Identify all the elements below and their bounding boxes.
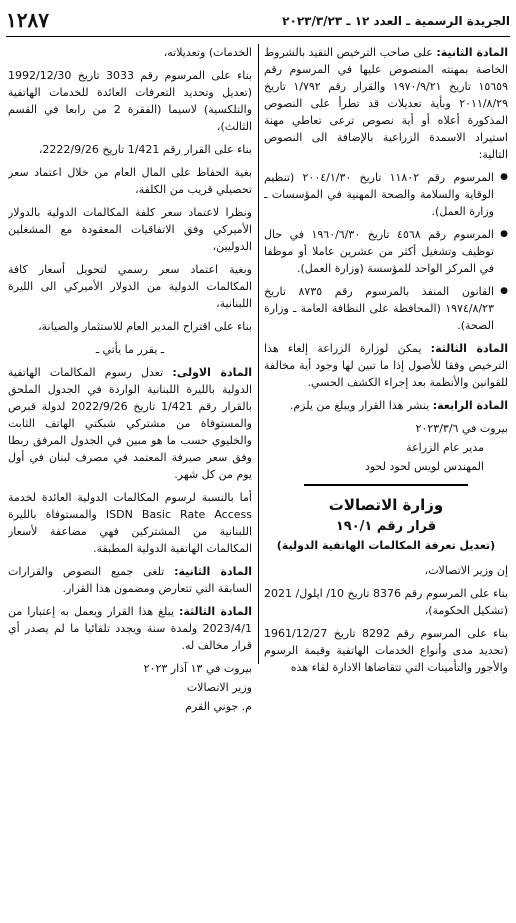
considering-clause: وبغية اعتماد سعر رسمي لتحويل أسعار كافة المكالمات الدولية من الدولار الأميركي الى الليرة اللبنانية، — [8, 263, 252, 310]
article-label: المادة الثالثة: — [178, 605, 252, 618]
signature-role: وزير الاتصالات — [186, 681, 252, 694]
considering-clause: ونظرا لاعتماد سعر كلفة المكالمات الدولية بالدولار الأميركي وفق الاتفاقيات المعقودة مع المشغلين الدوليين، — [8, 206, 252, 253]
article-text: ينشر هذا القرار ويبلغ من يلزم. — [289, 399, 430, 412]
considering-clause: بناء على المرسوم رقم 8292 تاريخ 1961/12/27 (تحديد مدى وأنواع الخدمات الهاتفية وقيمة الرسوم والأجور والتأمينات التي تتقاضاها الادارة لقاء هذه — [264, 627, 508, 674]
header-rule — [6, 36, 510, 37]
article-text: على صاحب الترخيص التقيد بالشروط الخاصة بمهنته المنصوص عليها في المرسوم رقم ١٥٦٥٩ تاريخ ١٩٧٠/٩/٢١ والقرار رقم ١/٧٩٢ تاريخ ٢٠١١/٨/٢٩ وبأية تعديلات قد تطرأ على النصوص المذكورة أعلاه أو أية نصوص ترعى تعاطي مهنة استيراد الاسمدة الزراعية بالإضافة الى النصوص التالية: — [264, 46, 508, 161]
article-1 — [8, 364, 252, 483]
article-text: يبلغ هذا القرار ويعمل به إعتبارا من 2023/4/1 ولمدة سنة ويجدد تلقائيا ما لم يصدر أي قرار مخالف له. — [8, 605, 252, 652]
considering-clause: الخدمات) وتعديلاته، — [163, 46, 252, 59]
article-2 — [8, 563, 252, 597]
section-divider — [304, 481, 468, 489]
page-number: ١٢٨٧ — [6, 8, 49, 32]
bullet-item: ● المرسوم رقم ٤٥٦٨ تاريخ ١٩٦٠/٦/٣٠ في حال توظيف وتشغيل أكثر من عشرين عاملا أو موظفا في المركز الواحد للمؤسسة (وزارة العمل). — [264, 226, 508, 277]
bullet-item: ● القانون المنفذ بالمرسوم رقم ٨٧٣٥ تاريخ ١٩٧٤/٨/٢٣ (المحافظة على النظافة العامة ـ وزارة الصحة). — [264, 283, 508, 334]
signature-role: مدير عام الزراعة — [406, 441, 484, 454]
article-text: تعدل رسوم المكالمات الهاتفية الدولية بالليرة اللبنانية الواردة في الجدول الملحق بالقرار رقم 1/421 تاريخ 2022/9/26 لدولة قبرص والمستوفاة من مشتركي شبكتي الهاتف الثابت والخليوي حسب ما هو مبين في الجدول المرفق ربطا وفق سعر صيرفة المعتمد في مصرف لبنان في أول يوم من كل شهر. — [8, 366, 252, 481]
article-text: تلغى جميع النصوص والقرارات السابقة التي تتعارض ومضمون هذا القرار. — [8, 565, 252, 595]
left-column — [8, 44, 252, 916]
article-4 — [264, 397, 508, 414]
decision-intro: إن وزير الاتصالات، — [424, 564, 508, 577]
column-divider — [258, 44, 259, 664]
signature-date: بيروت في ٢٠٢٣/٣/٦ — [415, 422, 508, 435]
signature-name: المهندس لويس لحود لحود — [364, 460, 484, 473]
header-title: الجريدة الرسمية ـ العدد ١٢ ـ ٢٠٢٣/٣/٢٣ — [282, 14, 510, 28]
considering-clause: بناء على اقتراح المدير العام للاستثمار والصيانة، — [38, 320, 252, 333]
article-label: المادة الثانية: — [174, 565, 252, 578]
decision-title: (تعديل تعرفة المكالمات الهاتفية الدولية) — [276, 539, 496, 552]
article-label: المادة الثانية: — [436, 46, 508, 59]
article-3 — [8, 603, 252, 654]
article-label: المادة الثالثة: — [430, 342, 508, 355]
article-label: المادة الاولى: — [172, 366, 252, 379]
considering-clause: بغية الحفاظ على المال العام من خلال اعتماد سعر تحصيلي قريب من الكلفة، — [8, 166, 252, 196]
article-1-cont: أما بالنسبة لرسوم المكالمات الدولية العائدة لخدمة ISDN Basic Rate Access والمستوفاة بالليرة اللبنانية من المشتركين فهي مضاعفة لأسعار المكالمات الهاتفية الدولية المطبقة. — [8, 491, 252, 555]
decision-number: قرار رقم ١٩٠/١ — [335, 519, 437, 534]
page-header — [6, 6, 510, 36]
ministry-title: وزارة الاتصالات — [328, 496, 444, 514]
article-label: المادة الرابعة: — [432, 399, 508, 412]
considering-clause: بناء على المرسوم رقم 8376 تاريخ 10/ ايلول/ 2021 (تشكيل الحكومة)، — [264, 587, 508, 617]
considering-clause: بناء على المرسوم رقم 3033 تاريخ 1992/12/30 (تعديل وتحديد التعرفات العائدة للخدمات الهاتفية والتلكسية) لاسيما (الفقرة 2 من رابعا في القسم الثالث)، — [8, 69, 252, 133]
signature-date: بيروت في ١٣ آذار ٢٠٢٣ — [143, 662, 252, 675]
decides-heading: ـ يقرر ما يأتي ـ — [95, 343, 165, 356]
considering-clause: بناء على القرار رقم 1/421 تاريخ 2222/9/26، — [38, 143, 252, 156]
article-3 — [264, 340, 508, 391]
bullet-item: ● المرسوم رقم ١١٨٠٢ تاريخ ٢٠٠٤/١/٣٠ (تنظيم الوقاية والسلامة والصحة المهنية في المؤسسات ـ وزارة العمل). — [264, 169, 508, 220]
right-column — [264, 44, 508, 916]
article-text: يمكن لوزارة الزراعة إلغاء هذا الترخيص وفقا للأصول إذا ما تبين لها وجود أية مخالفة للقوانين والأنظمة بعد إجراء الكشف الحسي. — [264, 342, 508, 389]
article-2 — [264, 44, 508, 163]
signature-name: م. جوني القرم — [185, 700, 252, 713]
